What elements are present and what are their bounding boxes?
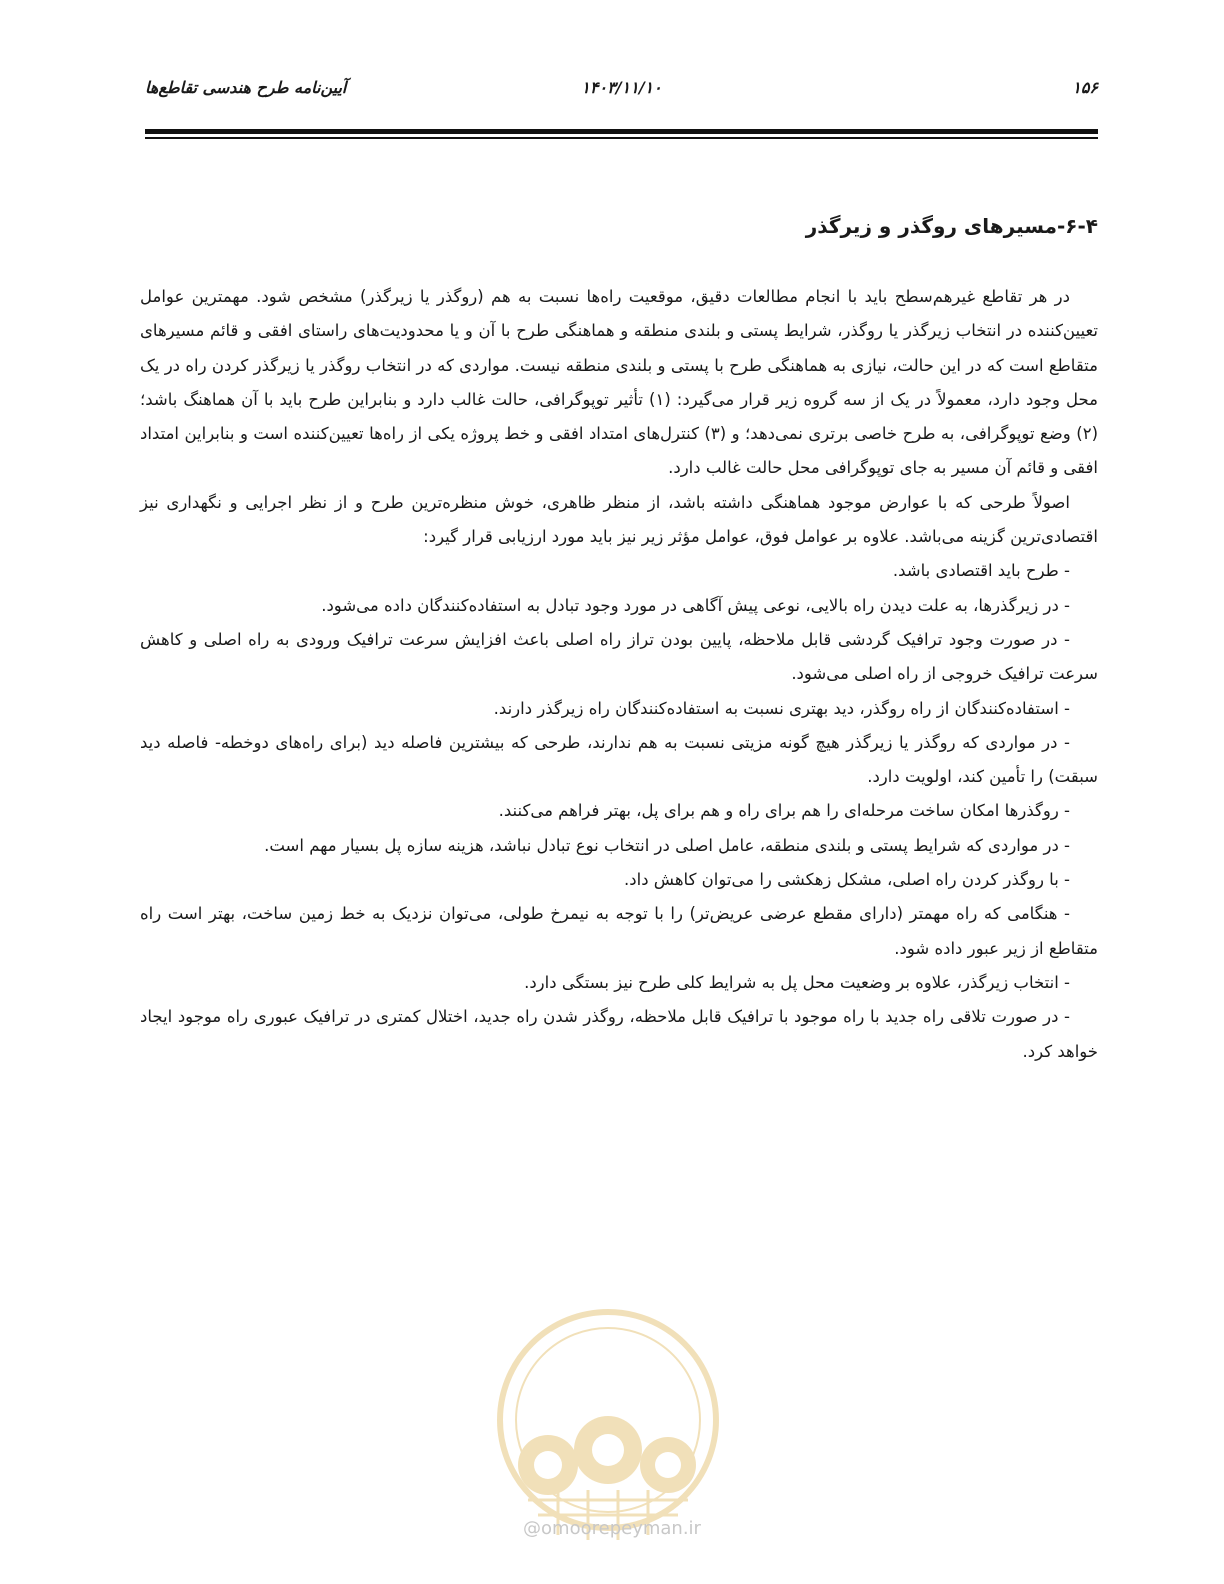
- header-rule-thick: [145, 129, 1098, 134]
- header-rule-thin: [145, 137, 1098, 139]
- list-item: - با روگذر کردن راه اصلی، مشکل زهکشی را می‌توان کاهش داد.: [624, 870, 1070, 890]
- list-item: - طرح باید اقتصادی باشد.: [892, 561, 1070, 581]
- list-item: - در مواردی که روگذر یا زیرگذر هیچ گونه مزیتی نسبت به هم ندارند، طرحی که بیشترین فاصله دید (برای راه‌های دوخطه- فاصله دید سبقت) را تأمین کند، اولویت دارد.: [140, 732, 1098, 787]
- document-title: آیین‌نامه طرح هندسی تقاطع‌ها: [145, 77, 347, 97]
- page-header: [145, 72, 1098, 102]
- watermark-site: @omoorepeyman.ir: [523, 1518, 701, 1539]
- paragraph: در هر تقاطع غیرهم‌سطح باید با انجام مطالعات دقیق، موقعیت راه‌ها نسبت به هم (روگذر یا زیرگذر) مشخص شود. مهمترین عوامل تعیین‌کننده در انتخاب زیرگذر یا روگذر، شرایط پستی و بلندی منطقه و هماهنگی طرح با آن و یا محدودیت‌های راستای افقی و قائم مسیرهای متقاطع است که در این حالت، نیازی به هماهنگی طرح با پستی و بلندی منطقه نیست. مواردی که در انتخاب روگذر یا زیرگذر کردن راه در یک محل وجود دارد، معمولاً در یک از سه گروه زیر قرار می‌گیرد: (۱) تأثیر توپوگرافی، حالت غالب دارد و بنابراین طرح باید با آن هماهنگ باشد؛ (۲) وضع توپوگرافی، به طرح خاصی برتری نمی‌دهد؛ و (۳) کنترل‌های امتداد افقی و خط پروژه یکی از راه‌ها تعیین‌کننده است و بنابراین امتداد افقی و قائم آن مسیر به جای توپوگرافی محل حالت غالب دارد.: [140, 287, 1098, 478]
- list-item: - در صورت تلاقی راه جدید با راه موجود با ترافیک قابل ملاحظه، روگذر شدن راه جدید، اختلال کمتری در ترافیک عبوری راه موجود ایجاد خواهد کرد.: [140, 1007, 1098, 1061]
- list-item: - هنگامی که راه مهمتر (دارای مقطع عرضی عریض‌تر) را با توجه به نیمرخ طولی، می‌توان نزدیک به خط زمین ساخت، بهتر است راه متقاطع از زیر عبور داده شود.: [140, 904, 1098, 958]
- header-date: ۱۴۰۳/۱۱/۱۰: [581, 77, 662, 97]
- list-item: - در زیرگذرها، به علت دیدن راه بالایی، نوعی پیش آگاهی در مورد وجود تبادل به استفاده‌کنندگان داده می‌شود.: [321, 595, 1070, 615]
- body-text: [140, 280, 1098, 1069]
- list-item: - در مواردی که شرایط پستی و بلندی منطقه، عامل اصلی در انتخاب نوع تبادل نباشد، هزینه سازه پل بسیار مهم است.: [264, 835, 1070, 855]
- list-item: - در صورت وجود ترافیک گردشی قابل ملاحظه، پایین بودن تراز راه اصلی باعث افزایش سرعت ترافیک ورودی به راه اصلی و کاهش سرعت ترافیک خروجی از راه اصلی می‌شود.: [140, 629, 1098, 684]
- section-title: ۶-۴-مسیرهای روگذر و زیرگذر: [805, 214, 1098, 238]
- list-item: - انتخاب زیرگذر، علاوه بر وضعیت محل پل به شرایط کلی طرح نیز بستگی دارد.: [524, 972, 1070, 992]
- page-number: ۱۵۶: [1072, 77, 1098, 97]
- list-item: - روگذرها امکان ساخت مرحله‌ای را هم برای راه و هم برای پل، بهتر فراهم می‌کنند.: [498, 801, 1070, 821]
- list-item: - استفاده‌کنندگان از راه روگذر، دید بهتری نسبت به استفاده‌کنندگان راه زیرگذر دارند.: [493, 698, 1070, 718]
- paragraph: اصولاً طرحی که با عوارض موجود هماهنگی داشته باشد، از منظر ظاهری، خوش منظره‌ترین طرح و از نظر اجرایی و نگهداری نیز اقتصادی‌ترین گزینه می‌باشد. علاوه بر عوامل فوق، عوامل مؤثر زیر نیز باید مورد ارزیابی قرار گیرد:: [140, 492, 1098, 547]
